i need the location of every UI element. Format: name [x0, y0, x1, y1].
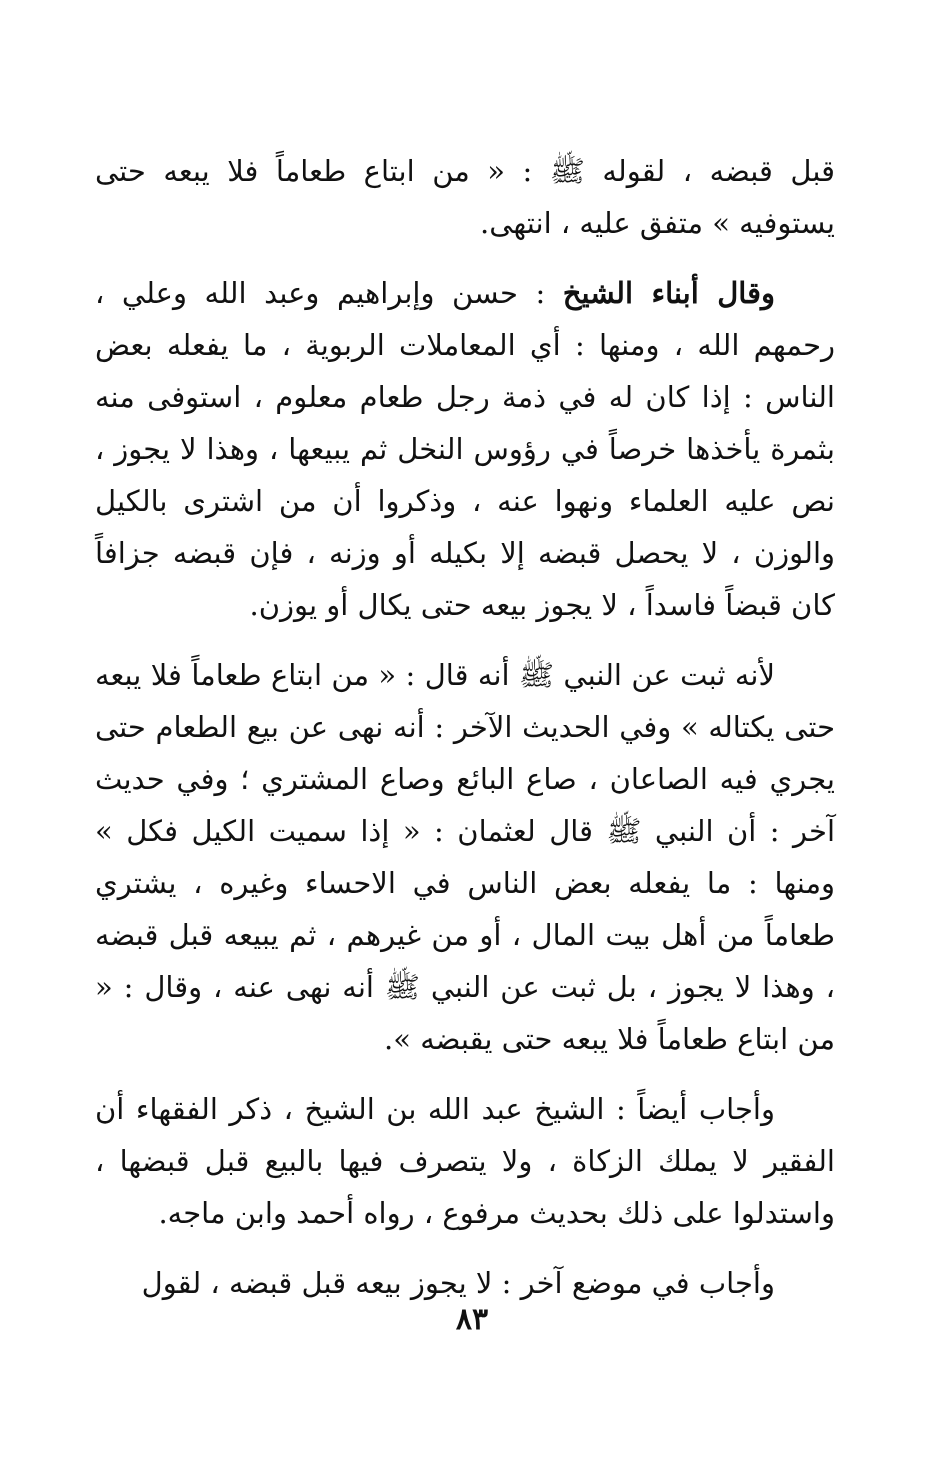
- paragraph-3: [95, 649, 835, 1065]
- paragraph-1-text: قبل قبضه ، لقوله ﷺ : « من ابتاع طعاماً فلا يبعه حتى يستوفيه » متفق عليه ، انتهى.: [95, 154, 835, 240]
- paragraph-4-text: وأجاب أيضاً : الشيخ عبد الله بن الشيخ ، ذكر الفقهاء أن الفقير لا يملك الزكاة ، ولا يتصرف فيها بالبيع قبل قبضها ، واستدلوا على ذلك بحديث مرفوع ، رواه أحمد وابن ماجه.: [95, 1092, 835, 1230]
- paragraph-2: [95, 267, 835, 631]
- page-number: ٨٣: [455, 1302, 489, 1337]
- paragraph-3-text: لأنه ثبت عن النبي ﷺ أنه قال : « من ابتاع طعاماً فلا يبعه حتى يكتاله » وفي الحديث الآخر : أنه نهى عن بيع الطعام حتى يجري فيه الصاعان ، صاع البائع وصاع المشتري ؛ وفي حديث آخر : أن النبي ﷺ قال لعثمان : « إذا سميت الكيل فكل » ومنها : ما يفعله بعض الناس في الاحساء وغيره ، يشتري طعاماً من أهل بيت المال ، أو من غيرهم ، ثم يبيعه قبل قبضه ، وهذا لا يجوز ، بل ثبت عن النبي ﷺ أنه نهى عنه ، وقال : « من ابتاع طعاماً فلا يبعه حتى يقبضه ».: [95, 658, 835, 1056]
- paragraph-4: [95, 1083, 835, 1239]
- paragraph-5-text: وأجاب في موضع آخر : لا يجوز بيعه قبل قبضه ، لقول: [141, 1266, 775, 1300]
- paragraph-2-bold-lead: وقال أبناء الشيخ: [562, 276, 775, 310]
- paragraph-2-text: : حسن وإبراهيم وعبد الله وعلي ، رحمهم الله ، ومنها : أي المعاملات الربوية ، ما يفعله بعض الناس : إذا كان له في ذمة رجل طعام معلوم ، استوفى منه بثمرة يأخذها خرصاً في رؤوس النخل ثم يبيعها ، وهذا لا يجوز ، نص عليه العلماء ونهوا عنه ، وذكروا أن من اشترى بالكيل والوزن ، لا يحصل قبضه إلا بكيله أو وزنه ، فإن قبضه جزافاً كان قبضاً فاسداً ، لا يجوز بيعه حتى يكال أو يوزن.: [95, 276, 835, 622]
- paragraph-1: [95, 145, 835, 249]
- page-body: [95, 145, 835, 1327]
